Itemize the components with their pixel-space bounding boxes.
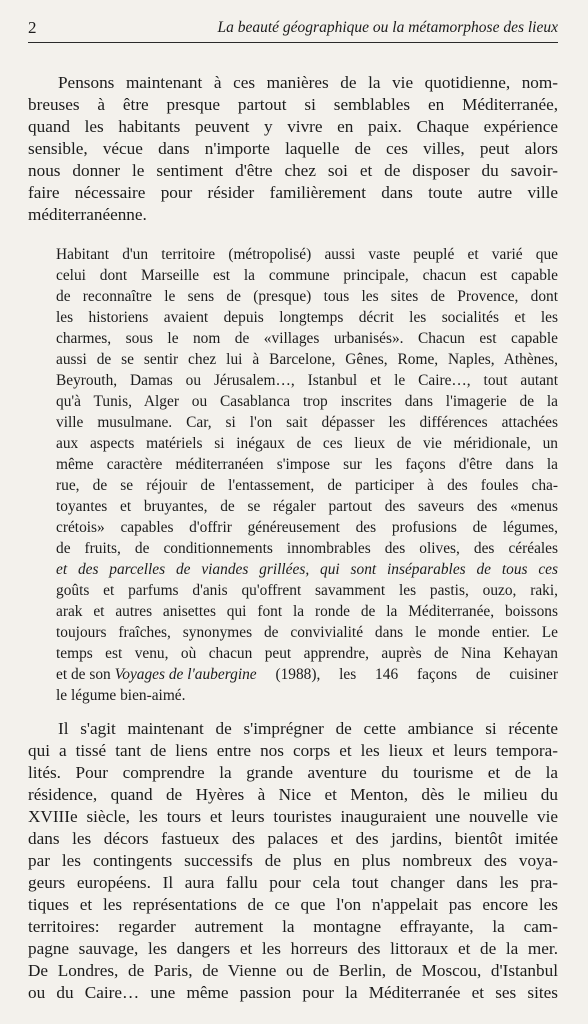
quote-line: arak et autres anisettes qui font la ronde de la Méditerranée, boissons — [56, 603, 558, 620]
text-line: résidence, quand de Hyères à Nice et Menton, dès le milieu du — [28, 785, 558, 804]
text-line: ou du Caire… une même passion pour la Méditerranée et ses sites — [28, 983, 558, 1002]
quote-line: même caractère méditerranéen s'impose sur les façons d'être dans la — [56, 456, 558, 473]
text-line: par les contingents successifs de plus en plus nombreux des voya- — [28, 851, 558, 870]
quote-line: de fruits, de conditionnements innombrables des olives, des céréales — [56, 540, 558, 557]
text-line: breuses à être presque partout si semblables en Méditerranée, — [28, 95, 558, 114]
text-line: territoires: regarder autrement la montagne effrayante, la cam- — [28, 917, 558, 936]
quote-line: aux aspects matériels si inégaux de ces lieux de vie méridionale, un — [56, 435, 558, 452]
text-line: XVIIIe siècle, les tours et leurs touristes inauguraient une nouvelle vie — [28, 807, 558, 826]
text-line: méditerranéenne. — [28, 205, 147, 224]
quote-line: rue, de se réjouir de l'entassement, de participer à des foules cha- — [56, 477, 558, 494]
quote-line: les historiens avaient depuis longtemps décrit les socialités et les — [56, 309, 558, 326]
text-line: faire nécessaire pour résider familièrement dans toute autre ville — [28, 183, 558, 202]
quote-line: Beyrouth, Damas ou Jérusalem…, Istanbul et le Caire…, tout autant — [56, 372, 558, 389]
text-line: lités. Pour comprendre la grande aventure du tourisme et de la — [28, 763, 558, 782]
text-line: geurs européens. Il aura fallu pour cela tout changer dans les pra- — [28, 873, 558, 892]
text-line: dans les décors fastueux des palaces et des jardins, bientôt imitée — [28, 829, 558, 848]
quote-line: aussi de se sentir chez lui à Barcelone, Gênes, Rome, Naples, Athènes, — [56, 351, 558, 368]
quote-line: toujours fraîches, synonymes de convivialité dans le monde entier. Le — [56, 624, 558, 641]
text-line: Pensons maintenant à ces manières de la vie quotidienne, nom- — [58, 73, 558, 92]
quote-line-end: (1988), les 146 façons de cuisiner — [256, 666, 558, 683]
text-line: quand les habitants peuvent y vivre en paix. Chaque expérience — [28, 117, 558, 136]
quote-line: goûts et parfums d'anis qu'offrent savamment les pastis, ouzo, raki, — [56, 582, 558, 599]
quote-line: toyantes et bruyantes, de se régaler partout des saveurs des «menus — [56, 498, 558, 515]
quote-line-start: et de son — [56, 666, 115, 683]
quote-line: crétois» capables d'offrir généreusement des profusions de légumes, — [56, 519, 558, 536]
text-line: qui a tissé tant de liens entre nos corps et les lieux et leurs tempora- — [28, 741, 558, 760]
quote-line: le légume bien-aimé. — [56, 687, 186, 704]
page-number: 2 — [28, 18, 37, 37]
text-line: sensible, vécue dans n'importe laquelle de ces villes, peut alors — [28, 139, 558, 158]
text-line: pagne sauvage, les dangers et les horreurs des littoraux et de la mer. — [28, 939, 558, 958]
quote-line: qu'à Tunis, Alger ou Casablanca trop inscrites dans l'imagerie de la — [56, 393, 558, 410]
quote-line: Habitant d'un territoire (métropolisé) aussi vaste peuplé et varié que — [56, 246, 558, 263]
book-title: Voyages de l'aubergine — [114, 666, 257, 683]
text-line: De Londres, de Paris, de Vienne ou de Berlin, de Moscou, d'Istanbul — [28, 961, 558, 980]
quote-line: celui dont Marseille est la commune principale, chacun est capable — [56, 267, 558, 284]
quote-line: et des parcelles de viandes grillées, qui sont inséparables de tous ces — [56, 561, 558, 578]
quote-line: ville musulmane. Car, si l'on sait dépasser les différences attachées — [56, 414, 558, 431]
quote-line: de reconnaître le sens de (presque) tous les sites de Provence, dont — [56, 288, 558, 305]
quote-line: charmes, sous le nom de «villages urbanisés». Chacun est capable — [56, 330, 558, 347]
text-line: nous donner le sentiment d'être chez soi et de disposer du savoir- — [28, 161, 558, 180]
page-header — [28, 16, 558, 43]
quote-line — [56, 664, 558, 685]
text-line: Il s'agit maintenant de s'imprégner de cette ambiance si récente — [58, 719, 558, 738]
text-line: tiques et les représentations de ce que l'on n'appelait pas encore les — [28, 895, 558, 914]
running-title: La beauté géographique ou la métamorphose des lieux — [217, 19, 558, 36]
quote-line: temps est venu, où chacun peut apprendre, auprès de Nina Kehayan — [56, 645, 558, 662]
